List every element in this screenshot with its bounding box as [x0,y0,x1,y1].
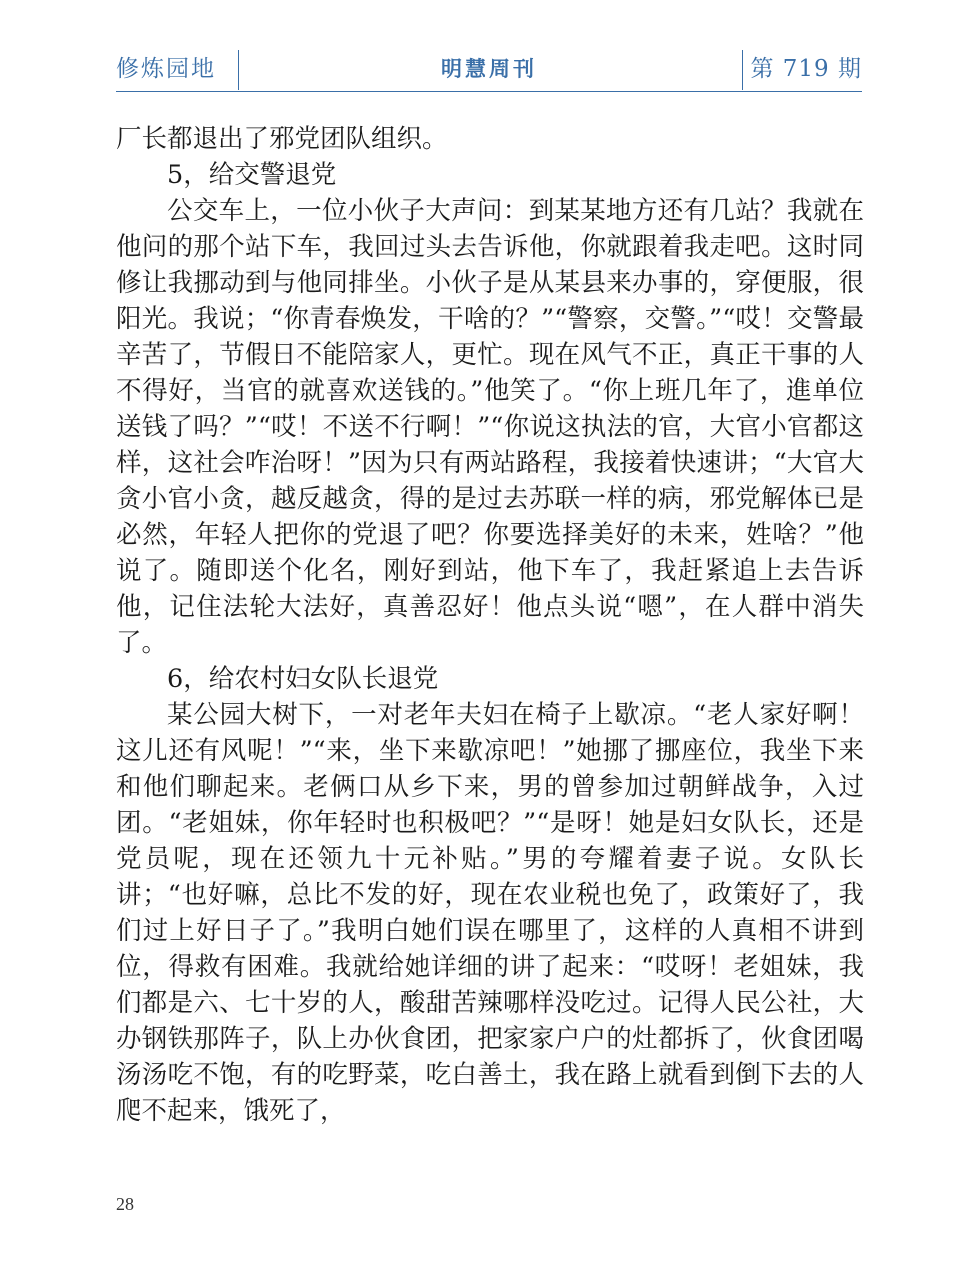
subheading: 6，给农村妇女队长退党 [167,664,439,694]
paragraph: 厂长都退出了邪党团队组织。 [116,124,448,154]
page-header [116,46,862,92]
issue-number: 第 719 期 [750,56,862,82]
header-rule [116,91,862,92]
paragraph: 某公园大树下，一对老年夫妇在椅子上歇凉。“老人家好啊！这儿还有风呢！”“来，坐下来歇凉吧！”她挪了挪座位，我坐下来和他们聊起来。老俩口从乡下来，男的曾参加过朝鲜战争，入过团。“老姐妹，你年轻时也积极吧？”“是呀！她是妇女队长，还是党员呢，现在还领九十元补贴。”男的夸耀着妻子说。女队长讲；“也好嘛，总比不发的好，现在农业税也免了，政策好了，我们过上好日子了。”我明白她们误在哪里了，这样的人真相不讲到位，得救有困难。我就给她详细的讲了起来：“哎呀！老姐妹，我们都是六、七十岁的人，酸甜苦辣哪样没吃过。记得人民公社，大办钢铁那阵子，队上办伙食团，把家家户户的灶都拆了，伙食团喝汤汤吃不饱，有的吃野菜，吃白善土，我在路上就看到倒下去的人爬不起来，饿死了， [116,700,864,1126]
paragraph: 公交车上，一位小伙子大声问：到某某地方还有几站？我就在他问的那个站下车，我回过头去告诉他，你就跟着我走吧。这时同修让我挪动到与他同排坐。小伙子是从某县来办事的，穿便服，很阳光。我说；“你青春焕发，干啥的？”“警察，交警。”“哎！交警最辛苦了，节假日不能陪家人，更忙。现在风气不正，真正干事的人不得好，当官的就喜欢送钱的。”他笑了。“你上班几年了，進单位送钱了吗？”“哎！不送不行啊！”“你说这执法的官，大官小官都这样，这社会咋治呀！”因为只有两站路程，我接着快速讲；“大官大贪小官小贪，越反越贪，得的是过去苏联一样的病，邪党解体已是必然，年轻人把你的党退了吧？你要选择美好的未来，姓啥？”他说了。随即送个化名，刚好到站，他下车了，我赶紧追上去告诉他，记住法轮大法好，真善忍好！他点头说“嗯”，在人群中消失了。 [116,196,864,658]
page-number: 28 [116,1194,134,1214]
header-divider-right [742,50,743,90]
article-body [116,121,864,1129]
section-title: 修炼园地 [116,56,216,82]
subheading: 5，给交警退党 [167,160,337,190]
publication-title: 明慧周刊 [441,56,537,81]
